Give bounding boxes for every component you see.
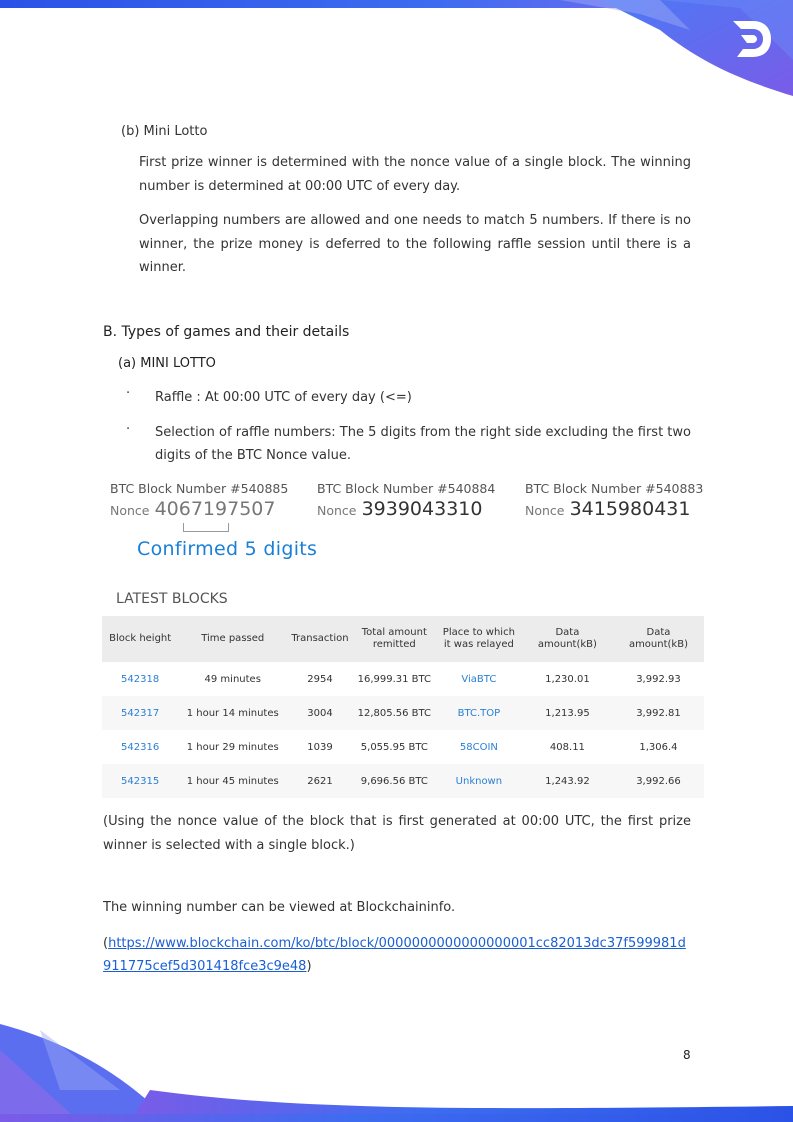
bullet-dot-icon: · [126,422,131,437]
data-amount-cell: 3,992.66 [613,764,704,798]
digits-bracket [183,523,229,532]
paren-open: ( [103,936,109,951]
column-header: Place to which it was relayed [436,616,522,662]
btc-block-3 [525,481,703,520]
paren-close: ) [306,959,312,974]
blockchain-link-paragraph [103,932,693,978]
total-amount-cell: 16,999.31 BTC [357,673,432,685]
data-amount-cell: 3,992.81 [613,696,704,730]
data-amount-cell: 1,243.92 [522,764,613,798]
bullet-dot-icon: · [126,386,131,401]
time-passed-cell: 1 hour 45 minutes [178,764,287,798]
nonce-label: Nonce [110,503,150,518]
btc-block-label: BTC Block Number #540885 [110,481,289,496]
footer-decoration [0,1010,793,1122]
data-amount-cell: 1,213.95 [522,696,613,730]
block-height-link[interactable]: 542317 [102,696,178,730]
block-height-link[interactable]: 542315 [102,764,178,798]
block-height-link[interactable]: 542318 [121,673,160,685]
total-amount-cell: 5,055.95 BTC [360,741,428,753]
btc-block-label: BTC Block Number #540883 [525,481,704,496]
data-amount-cell: 408.11 [549,741,585,753]
relayed-place-link[interactable]: 58COIN [459,741,498,753]
total-amount-cell: 12,805.56 BTC [353,696,436,730]
table-row [102,696,704,730]
table-header-row [102,616,704,662]
bullet-selection: Selection of raffle numbers: The 5 digits from the right side excluding the first two digits of the BTC Nonce value. [155,425,691,463]
column-header: Time passed [178,616,287,662]
column-header: Transaction [287,616,353,662]
column-header: Block height [102,616,178,662]
mini-lotto-subheading: (a) MINI LOTTO [118,356,216,371]
transaction-cell: 2954 [307,673,333,685]
column-header: Data amount(kB) [522,616,613,662]
types-heading: B. Types of games and their details [103,324,350,340]
table-row [102,662,704,696]
latest-blocks-title: LATEST BLOCKS [116,591,228,607]
btc-block-label: BTC Block Number #540884 [317,481,496,496]
total-amount-cell: 9,696.56 BTC [353,764,436,798]
header-decoration [0,0,793,100]
time-passed-cell: 1 hour 29 minutes [186,741,279,753]
column-header: Total amount remitted [353,616,436,662]
brand-logo-icon [727,17,775,61]
relayed-place-link[interactable]: ViaBTC [461,673,497,685]
nonce-value: 3939043310 [361,498,483,520]
bullet-raffle: Raffle : At 00:00 UTC of every day (<=) [155,390,412,405]
latest-blocks-table [102,616,704,798]
transaction-cell: 2621 [287,764,353,798]
block-height-link[interactable]: 542316 [121,741,160,753]
mini-lotto-para-2: Overlapping numbers are allowed and one needs to match 5 numbers. If there is no winner, the prize money is deferred to the following raffle session until there is a winner. [139,213,691,275]
data-amount-cell: 3,992.93 [636,673,681,685]
confirmed-digits-label: Confirmed 5 digits [137,538,318,560]
nonce-value: 3415980431 [569,498,691,520]
nonce-label: Nonce [317,503,357,518]
relayed-place-link[interactable]: BTC.TOP [436,696,522,730]
nonce-value: 4067197507 [154,498,276,520]
transaction-cell: 1039 [307,741,333,753]
selection-note: (Using the nonce value of the block that is first generated at 00:00 UTC, the first prize winner is selected with a single block.) [103,814,691,853]
page-number: 8 [683,1048,691,1062]
btc-block-1 [110,481,288,520]
mini-lotto-para-1: First prize winner is determined with the nonce value of a single block. The winning number is determined at 00:00 UTC of every day. [139,155,691,194]
data-amount-cell: 1,230.01 [545,673,590,685]
mini-lotto-heading: (b) Mini Lotto [121,124,208,139]
time-passed-cell: 1 hour 14 minutes [178,696,287,730]
btc-block-2 [317,481,495,520]
column-header: Data amount(kB) [613,616,704,662]
nonce-label: Nonce [525,503,565,518]
blockchain-link[interactable]: https://www.blockchain.com/ko/btc/block/0000000000000000001cc82013dc37f599981d911775cef5d301418fce3c9e48 [103,936,686,974]
data-amount-cell: 1,306.4 [639,741,678,753]
time-passed-cell: 49 minutes [204,673,261,685]
relayed-place-link[interactable]: Unknown [436,764,522,798]
table-row [102,730,704,764]
table-row [102,764,704,798]
transaction-cell: 3004 [287,696,353,730]
winning-number-info: The winning number can be viewed at Blockchaininfo. [103,900,456,915]
